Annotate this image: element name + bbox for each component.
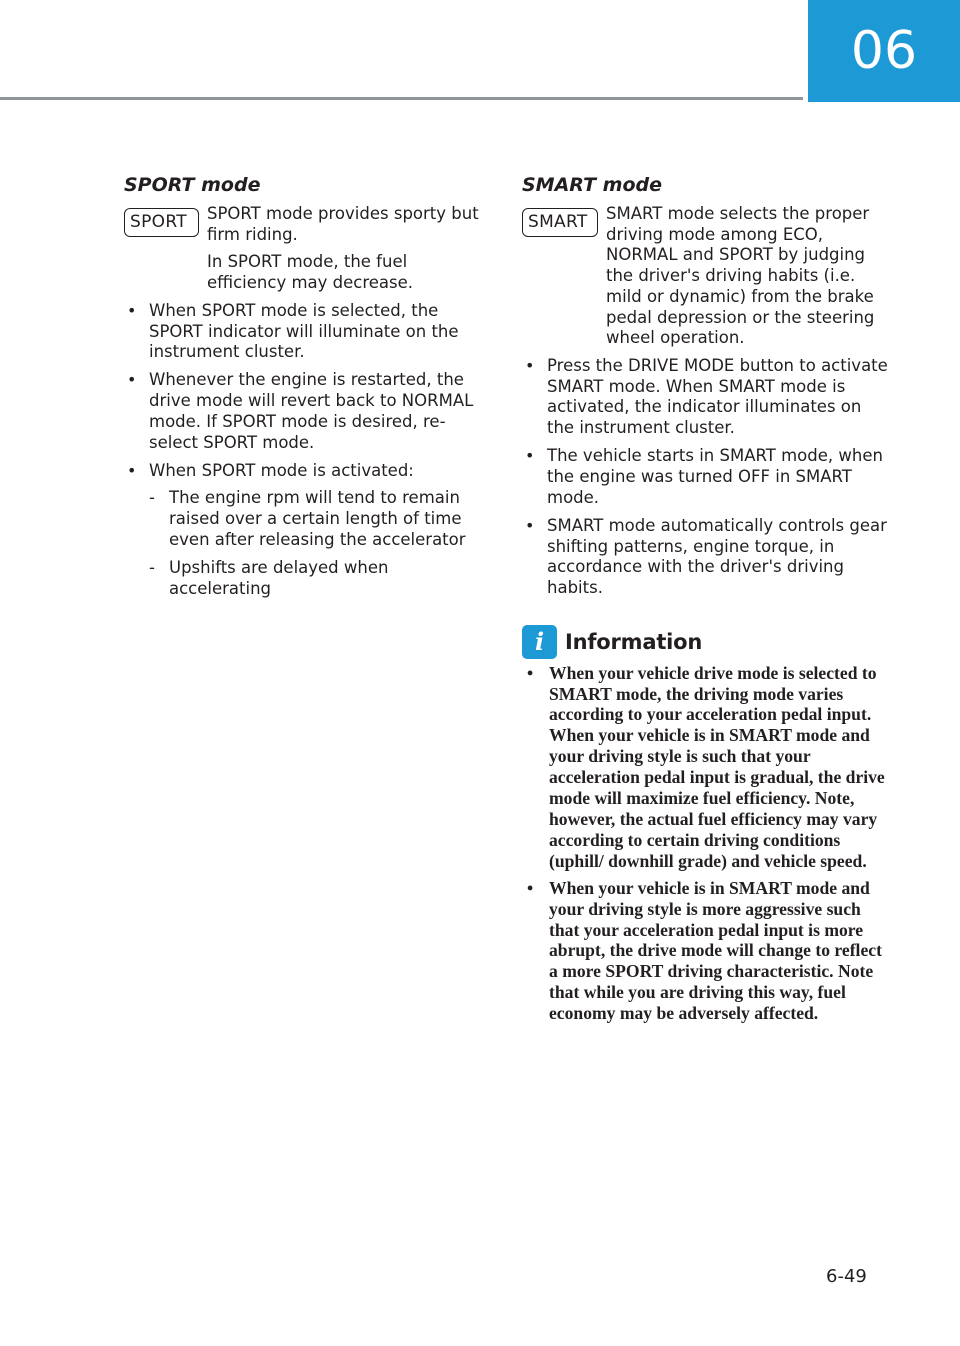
list-item: • The vehicle starts in SMART mode, when the engine was turned OFF in SMART mode. bbox=[522, 446, 890, 508]
list-item: • SMART mode automatically controls gear shifting patterns, engine torque, in accordance with the driver's driving habits. bbox=[522, 516, 890, 599]
list-item: • When your vehicle drive mode is selected to SMART mode, the driving mode varies according to your acceleration pedal input. When your vehicle is in SMART mode and your driving style is such that your acceleration pedal input is gradual, the drive mode will maximize fuel efficiency. Note, however, the actual fuel efficiency may vary according to certain driving conditions (uphill/ downhill grade) and vehicle speed. bbox=[522, 663, 890, 872]
sport-description bbox=[207, 204, 484, 301]
sport-desc-line: SPORT mode provides sporty but firm riding. bbox=[207, 204, 479, 244]
information-box bbox=[522, 625, 890, 1024]
sport-section bbox=[124, 172, 484, 607]
sport-desc-line: In SPORT mode, the fuel efficiency may decrease. bbox=[207, 252, 414, 293]
sport-sub-list bbox=[149, 488, 484, 599]
smart-title: SMART mode bbox=[522, 174, 662, 196]
smart-desc-text: SMART mode selects the proper driving mode among ECO, NORMAL and SPORT by judging the driver's driving habits (i.e. mild or dynamic) from the brake pedal depression or the steering wheel operation. bbox=[606, 204, 875, 348]
information-header bbox=[522, 625, 890, 659]
list-item: • Press the DRIVE MODE button to activate SMART mode. When SMART mode is activated, the indicator illuminates on the instrument cluster. bbox=[522, 356, 890, 439]
smart-bullet-list bbox=[522, 356, 890, 599]
smart-section bbox=[522, 172, 890, 1030]
page-number: 6-49 bbox=[826, 1266, 867, 1287]
smart-mode-icon: SMART bbox=[522, 208, 598, 237]
information-title: Information bbox=[565, 629, 703, 654]
list-item-text: When SPORT mode is activated: bbox=[149, 460, 414, 480]
list-item bbox=[124, 461, 484, 600]
list-item: • Whenever the engine is restarted, the drive mode will revert back to NORMAL mode. If SPORT mode is desired, re-select SPORT mode. bbox=[124, 370, 484, 453]
sport-title: SPORT mode bbox=[124, 174, 261, 196]
info-icon: i bbox=[522, 625, 557, 659]
sport-mode-row bbox=[124, 204, 484, 301]
list-item: • When your vehicle is in SMART mode and your driving style is more aggressive such that your acceleration pedal input is more abrupt, the drive mode will change to reflect a more SPORT driving characteristic. Note that while you are driving this way, fuel economy may be adversely affected. bbox=[522, 878, 890, 1024]
sport-mode-icon: SPORT bbox=[124, 208, 199, 237]
list-item: • When SPORT mode is selected, the SPORT indicator will illuminate on the instrument cluster. bbox=[124, 301, 484, 363]
sub-list-item: - The engine rpm will tend to remain raised over a certain length of time even after releasing the accelerator bbox=[149, 488, 484, 550]
header-rule bbox=[0, 97, 803, 100]
information-list bbox=[522, 663, 890, 1024]
smart-mode-row bbox=[522, 204, 890, 356]
chapter-tab: 06 bbox=[808, 0, 960, 102]
sport-bullet-list bbox=[124, 301, 484, 600]
sub-list-item: - Upshifts are delayed when accelerating bbox=[149, 558, 484, 599]
smart-description bbox=[606, 204, 890, 356]
